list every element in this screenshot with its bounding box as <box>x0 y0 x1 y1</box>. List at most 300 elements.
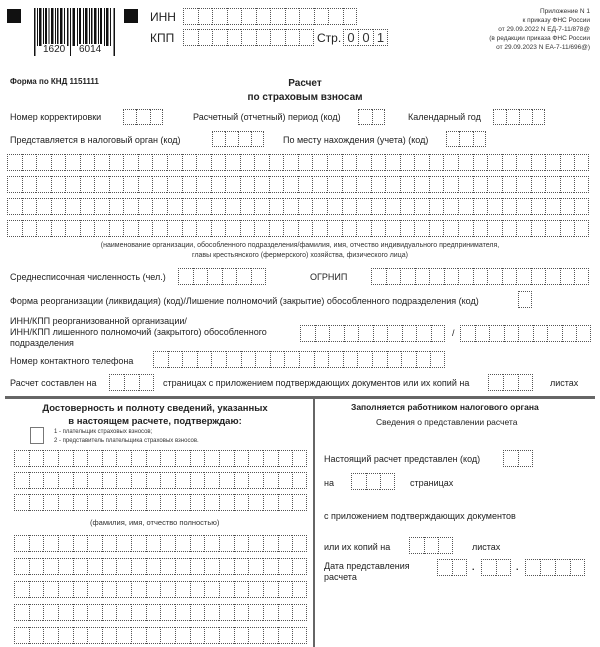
sheets-cell[interactable] <box>488 374 503 391</box>
org-name-row-3-cell[interactable] <box>22 198 37 215</box>
org-name-row-2-cell[interactable] <box>342 176 357 193</box>
org-name-row-1-cell[interactable] <box>487 154 502 171</box>
org-name-row-3-cell[interactable] <box>574 198 589 215</box>
phone-field-cell[interactable] <box>416 351 431 368</box>
fio-row-3-cell[interactable] <box>146 494 161 511</box>
org-name-row-1-cell[interactable] <box>458 154 473 171</box>
headcount-cell[interactable] <box>193 268 208 285</box>
tax-authority-cell[interactable] <box>238 131 251 147</box>
fio-row-1-cell[interactable] <box>219 450 234 467</box>
officer-sheets-cell[interactable] <box>424 537 439 554</box>
org-name-row-4-cell[interactable] <box>196 220 211 237</box>
phone-field-cell[interactable] <box>168 351 183 368</box>
fio-row-3-cell[interactable] <box>278 494 293 511</box>
org-name-row-2-cell[interactable] <box>371 176 386 193</box>
org-name-row-4-cell[interactable] <box>400 220 415 237</box>
fio-row-3-cell[interactable] <box>87 494 102 511</box>
org-name-row-1-cell[interactable] <box>22 154 37 171</box>
inn-cell[interactable] <box>270 8 285 25</box>
representative-row-2-cell[interactable] <box>29 558 44 575</box>
fio-row-1-cell[interactable] <box>73 450 88 467</box>
submitted-code-cell[interactable] <box>503 450 518 467</box>
representative-row-3-cell[interactable] <box>248 581 263 598</box>
date-year-cell[interactable] <box>525 559 540 576</box>
org-name-row-1-cell[interactable] <box>254 154 269 171</box>
org-name-row-1-cell[interactable] <box>545 154 560 171</box>
date-month-cell[interactable] <box>496 559 511 576</box>
org-name-row-1-cell[interactable] <box>473 154 488 171</box>
headcount-cell[interactable] <box>236 268 251 285</box>
org-name-row-3-cell[interactable] <box>531 198 546 215</box>
org-name-row-2-cell[interactable] <box>560 176 575 193</box>
inn-cell[interactable] <box>241 8 256 25</box>
reorg-inn-field-cell[interactable] <box>431 325 446 342</box>
representative-row-3-cell[interactable] <box>116 581 131 598</box>
representative-row-3-cell[interactable] <box>190 581 205 598</box>
org-name-row-3-cell[interactable] <box>167 198 182 215</box>
representative-row-5-cell[interactable] <box>204 627 219 644</box>
org-name-row-2-cell[interactable] <box>7 176 22 193</box>
org-name-row-4-cell[interactable] <box>487 220 502 237</box>
org-name-row-2-cell[interactable] <box>80 176 95 193</box>
headcount-field[interactable] <box>178 268 266 285</box>
org-name-row-4-cell[interactable] <box>94 220 109 237</box>
representative-row-2[interactable] <box>14 558 307 575</box>
kpp-cell[interactable] <box>241 29 256 46</box>
ogrnip-field-cell[interactable] <box>400 268 415 285</box>
period-cell[interactable] <box>358 109 372 125</box>
representative-row-5-cell[interactable] <box>160 627 175 644</box>
org-name-row-1-cell[interactable] <box>429 154 444 171</box>
representative-row-3-cell[interactable] <box>14 581 29 598</box>
reorg-kpp-field-cell[interactable] <box>562 325 577 342</box>
date-year-cell[interactable] <box>555 559 570 576</box>
org-name-row-2-cell[interactable] <box>51 176 66 193</box>
pages-field[interactable] <box>109 374 154 391</box>
fio-row-1-cell[interactable] <box>87 450 102 467</box>
org-name-row-3-cell[interactable] <box>283 198 298 215</box>
phone-field-cell[interactable] <box>197 351 212 368</box>
representative-row-2-cell[interactable] <box>131 558 146 575</box>
fio-row-2-cell[interactable] <box>175 472 190 489</box>
org-name-row-2-cell[interactable] <box>312 176 327 193</box>
org-name-row-1-cell[interactable] <box>342 154 357 171</box>
org-name-row-2-cell[interactable] <box>182 176 197 193</box>
org-name-row-1-cell[interactable] <box>80 154 95 171</box>
phone-field-cell[interactable] <box>182 351 197 368</box>
fio-row-1-cell[interactable] <box>116 450 131 467</box>
representative-row-4-cell[interactable] <box>116 604 131 621</box>
org-name-row-1-cell[interactable] <box>123 154 138 171</box>
representative-row-1-cell[interactable] <box>219 535 234 552</box>
representative-row-5-cell[interactable] <box>116 627 131 644</box>
reorg-kpp-field-cell[interactable] <box>460 325 475 342</box>
ogrnip-field-cell[interactable] <box>516 268 531 285</box>
ogrnip-field[interactable] <box>371 268 589 285</box>
org-name-row-3-cell[interactable] <box>36 198 51 215</box>
representative-row-4-cell[interactable] <box>190 604 205 621</box>
confirm-role-field[interactable] <box>30 427 44 444</box>
org-name-row-1-cell[interactable] <box>414 154 429 171</box>
org-name-row-2-cell[interactable] <box>211 176 226 193</box>
sheets-cell[interactable] <box>518 374 533 391</box>
representative-row-2-cell[interactable] <box>87 558 102 575</box>
org-name-row-3-cell[interactable] <box>414 198 429 215</box>
kpp-cell[interactable] <box>198 29 213 46</box>
representative-row-3-cell[interactable] <box>131 581 146 598</box>
org-name-row-1-cell[interactable] <box>298 154 313 171</box>
org-name-row-3[interactable] <box>7 198 589 215</box>
fio-row-1-cell[interactable] <box>58 450 73 467</box>
ogrnip-field-cell[interactable] <box>574 268 589 285</box>
reorg-kpp-field[interactable] <box>460 325 591 342</box>
inn-cell[interactable] <box>183 8 198 25</box>
representative-row-4-cell[interactable] <box>248 604 263 621</box>
phone-field-cell[interactable] <box>284 351 299 368</box>
ogrnip-field-cell[interactable] <box>531 268 546 285</box>
fio-row-2-cell[interactable] <box>58 472 73 489</box>
representative-row-4[interactable] <box>14 604 307 621</box>
fio-row-3-cell[interactable] <box>175 494 190 511</box>
org-name-row-3-cell[interactable] <box>458 198 473 215</box>
fio-row-2-cell[interactable] <box>204 472 219 489</box>
org-name-row-4-cell[interactable] <box>429 220 444 237</box>
fio-row-1-cell[interactable] <box>14 450 29 467</box>
ogrnip-field-cell[interactable] <box>429 268 444 285</box>
date-month-cell[interactable] <box>481 559 496 576</box>
representative-row-1-cell[interactable] <box>160 535 175 552</box>
ogrnip-field-cell[interactable] <box>473 268 488 285</box>
fio-row-2-cell[interactable] <box>102 472 117 489</box>
representative-row-5-cell[interactable] <box>73 627 88 644</box>
fio-row-3[interactable] <box>14 494 307 511</box>
org-name-row-4-cell[interactable] <box>545 220 560 237</box>
representative-row-2-cell[interactable] <box>219 558 234 575</box>
submitted-code-cell[interactable] <box>518 450 533 467</box>
org-name-row-1-cell[interactable] <box>7 154 22 171</box>
org-name-row-2-cell[interactable] <box>473 176 488 193</box>
representative-row-4-cell[interactable] <box>175 604 190 621</box>
inn-cell[interactable] <box>227 8 242 25</box>
fio-row-3-cell[interactable] <box>263 494 278 511</box>
kpp-cell[interactable] <box>299 29 314 46</box>
org-name-row-1-cell[interactable] <box>327 154 342 171</box>
representative-row-5-cell[interactable] <box>87 627 102 644</box>
representative-row-1-cell[interactable] <box>29 535 44 552</box>
location-cell[interactable] <box>459 131 472 147</box>
correction-number-field[interactable] <box>123 109 163 125</box>
location-cell[interactable] <box>473 131 486 147</box>
inn-cell[interactable] <box>299 8 314 25</box>
org-name-row-2-cell[interactable] <box>225 176 240 193</box>
org-name-row-1-cell[interactable] <box>574 154 589 171</box>
representative-row-3-cell[interactable] <box>219 581 234 598</box>
phone-field-cell[interactable] <box>255 351 270 368</box>
representative-row-1-cell[interactable] <box>131 535 146 552</box>
representative-row-5-cell[interactable] <box>14 627 29 644</box>
org-name-row-1-cell[interactable] <box>502 154 517 171</box>
fio-row-3-cell[interactable] <box>102 494 117 511</box>
representative-row-4-cell[interactable] <box>102 604 117 621</box>
representative-row-1-cell[interactable] <box>73 535 88 552</box>
date-year-cell[interactable] <box>540 559 555 576</box>
org-name-row-1-cell[interactable] <box>240 154 255 171</box>
representative-row-5-cell[interactable] <box>43 627 58 644</box>
org-name-row-2-cell[interactable] <box>22 176 37 193</box>
org-name-row-2-cell[interactable] <box>123 176 138 193</box>
representative-row-1-cell[interactable] <box>146 535 161 552</box>
phone-field-cell[interactable] <box>314 351 329 368</box>
representative-row-1-cell[interactable] <box>248 535 263 552</box>
org-name-row-3-cell[interactable] <box>560 198 575 215</box>
org-name-row-2-cell[interactable] <box>545 176 560 193</box>
reorg-inn-field-cell[interactable] <box>329 325 344 342</box>
inn-cell[interactable] <box>285 8 300 25</box>
representative-row-3-cell[interactable] <box>73 581 88 598</box>
org-name-row-3-cell[interactable] <box>254 198 269 215</box>
sheets-field[interactable] <box>488 374 533 391</box>
fio-row-2-cell[interactable] <box>160 472 175 489</box>
org-name-row-2[interactable] <box>7 176 589 193</box>
org-name-row-2-cell[interactable] <box>414 176 429 193</box>
representative-row-3-cell[interactable] <box>146 581 161 598</box>
representative-row-2-cell[interactable] <box>263 558 278 575</box>
org-name-row-4-cell[interactable] <box>80 220 95 237</box>
fio-row-1-cell[interactable] <box>278 450 293 467</box>
representative-row-4-cell[interactable] <box>146 604 161 621</box>
representative-row-5-cell[interactable] <box>102 627 117 644</box>
officer-pages-cell[interactable] <box>380 473 395 490</box>
org-name-row-3-cell[interactable] <box>443 198 458 215</box>
org-name-row-2-cell[interactable] <box>487 176 502 193</box>
representative-row-3-cell[interactable] <box>43 581 58 598</box>
org-name-row-2-cell[interactable] <box>240 176 255 193</box>
org-name-row-2-cell[interactable] <box>356 176 371 193</box>
phone-field-cell[interactable] <box>357 351 372 368</box>
representative-row-4-cell[interactable] <box>234 604 249 621</box>
representative-row-3-cell[interactable] <box>292 581 307 598</box>
page-digit-cell[interactable]: 1 <box>373 29 388 46</box>
org-name-row-3-cell[interactable] <box>240 198 255 215</box>
representative-row-5-cell[interactable] <box>146 627 161 644</box>
fio-row-3-cell[interactable] <box>234 494 249 511</box>
fio-row-2-cell[interactable] <box>263 472 278 489</box>
org-name-row-4-cell[interactable] <box>138 220 153 237</box>
tax-authority-cell[interactable] <box>225 131 238 147</box>
kpp-cell[interactable] <box>270 29 285 46</box>
org-name-row-4-cell[interactable] <box>531 220 546 237</box>
org-name-row-2-cell[interactable] <box>502 176 517 193</box>
representative-row-5-cell[interactable] <box>234 627 249 644</box>
fio-row-2-cell[interactable] <box>87 472 102 489</box>
date-month-field[interactable] <box>481 559 511 576</box>
ogrnip-field-cell[interactable] <box>502 268 517 285</box>
fio-row-2-cell[interactable] <box>248 472 263 489</box>
fio-row-2-cell[interactable] <box>14 472 29 489</box>
org-name-row-4-cell[interactable] <box>516 220 531 237</box>
org-name-row-4-cell[interactable] <box>342 220 357 237</box>
org-name-row-1-cell[interactable] <box>109 154 124 171</box>
org-name-row-1-cell[interactable] <box>560 154 575 171</box>
org-name-row-4-cell[interactable] <box>385 220 400 237</box>
representative-row-3-cell[interactable] <box>278 581 293 598</box>
org-name-row-4-cell[interactable] <box>574 220 589 237</box>
representative-row-2-cell[interactable] <box>292 558 307 575</box>
representative-row-2-cell[interactable] <box>102 558 117 575</box>
org-name-row-1-cell[interactable] <box>182 154 197 171</box>
fio-row-1-cell[interactable] <box>292 450 307 467</box>
phone-field-cell[interactable] <box>153 351 168 368</box>
representative-row-4-cell[interactable] <box>278 604 293 621</box>
phone-field-cell[interactable] <box>401 351 416 368</box>
fio-row-1-cell[interactable] <box>204 450 219 467</box>
org-name-row-4-cell[interactable] <box>211 220 226 237</box>
org-name-row-2-cell[interactable] <box>443 176 458 193</box>
org-name-row-3-cell[interactable] <box>385 198 400 215</box>
fio-row-3-cell[interactable] <box>14 494 29 511</box>
representative-row-4-cell[interactable] <box>204 604 219 621</box>
representative-row-1-cell[interactable] <box>116 535 131 552</box>
org-name-row-4-cell[interactable] <box>443 220 458 237</box>
representative-row-1-cell[interactable] <box>204 535 219 552</box>
date-day-cell[interactable] <box>452 559 467 576</box>
reorg-inn-field-cell[interactable] <box>402 325 417 342</box>
officer-sheets-field[interactable] <box>409 537 453 554</box>
kpp-cell[interactable] <box>227 29 242 46</box>
tax-authority-field[interactable] <box>212 131 264 147</box>
fio-row-3-cell[interactable] <box>73 494 88 511</box>
officer-sheets-cell[interactable] <box>438 537 453 554</box>
org-name-row-3-cell[interactable] <box>356 198 371 215</box>
period-field[interactable] <box>358 109 385 125</box>
org-name-row-1-cell[interactable] <box>196 154 211 171</box>
representative-row-4-cell[interactable] <box>87 604 102 621</box>
period-cell[interactable] <box>372 109 386 125</box>
org-name-row-1-cell[interactable] <box>94 154 109 171</box>
org-name-row-4-cell[interactable] <box>7 220 22 237</box>
org-name-row-4-cell[interactable] <box>312 220 327 237</box>
org-name-row-1-cell[interactable] <box>531 154 546 171</box>
ogrnip-field-cell[interactable] <box>458 268 473 285</box>
reorg-inn-field-cell[interactable] <box>344 325 359 342</box>
representative-row-5[interactable] <box>14 627 307 644</box>
fio-row-2-cell[interactable] <box>292 472 307 489</box>
org-name-row-4[interactable] <box>7 220 589 237</box>
year-cell[interactable] <box>532 109 545 125</box>
org-name-row-3-cell[interactable] <box>545 198 560 215</box>
ogrnip-field-cell[interactable] <box>415 268 430 285</box>
reorg-inn-field-cell[interactable] <box>373 325 388 342</box>
org-name-row-4-cell[interactable] <box>167 220 182 237</box>
org-name-row-4-cell[interactable] <box>414 220 429 237</box>
fio-row-1-cell[interactable] <box>102 450 117 467</box>
inn-cell[interactable] <box>343 8 358 25</box>
reorg-kpp-field-cell[interactable] <box>547 325 562 342</box>
org-name-row-4-cell[interactable] <box>182 220 197 237</box>
org-name-row-1-cell[interactable] <box>312 154 327 171</box>
org-name-row-3-cell[interactable] <box>7 198 22 215</box>
date-year-field[interactable] <box>525 559 585 576</box>
representative-row-3-cell[interactable] <box>234 581 249 598</box>
org-name-row-2-cell[interactable] <box>429 176 444 193</box>
org-name-row-3-cell[interactable] <box>502 198 517 215</box>
representative-row-2-cell[interactable] <box>278 558 293 575</box>
fio-row-2[interactable] <box>14 472 307 489</box>
inn-cell[interactable] <box>328 8 343 25</box>
org-name-row-2-cell[interactable] <box>65 176 80 193</box>
org-name-row-2-cell[interactable] <box>516 176 531 193</box>
fio-row-1-cell[interactable] <box>263 450 278 467</box>
ogrnip-field-cell[interactable] <box>444 268 459 285</box>
representative-row-4-cell[interactable] <box>43 604 58 621</box>
inn-cell[interactable] <box>314 8 329 25</box>
representative-row-2-cell[interactable] <box>204 558 219 575</box>
fio-row-2-cell[interactable] <box>43 472 58 489</box>
reorg-inn-field-cell[interactable] <box>387 325 402 342</box>
representative-row-5-cell[interactable] <box>58 627 73 644</box>
reorg-kpp-field-cell[interactable] <box>504 325 519 342</box>
representative-row-2-cell[interactable] <box>116 558 131 575</box>
org-name-row-4-cell[interactable] <box>269 220 284 237</box>
org-name-row-1-cell[interactable] <box>443 154 458 171</box>
org-name-row-3-cell[interactable] <box>400 198 415 215</box>
headcount-cell[interactable] <box>222 268 237 285</box>
year-cell[interactable] <box>519 109 532 125</box>
representative-row-5-cell[interactable] <box>278 627 293 644</box>
ogrnip-field-cell[interactable] <box>386 268 401 285</box>
year-cell[interactable] <box>493 109 506 125</box>
org-name-row-4-cell[interactable] <box>109 220 124 237</box>
date-year-cell[interactable] <box>570 559 585 576</box>
org-name-row-3-cell[interactable] <box>152 198 167 215</box>
org-name-row-1-cell[interactable] <box>356 154 371 171</box>
org-name-row-4-cell[interactable] <box>458 220 473 237</box>
org-name-row-4-cell[interactable] <box>298 220 313 237</box>
org-name-row-1-cell[interactable] <box>152 154 167 171</box>
representative-row-4-cell[interactable] <box>29 604 44 621</box>
org-name-row-2-cell[interactable] <box>138 176 153 193</box>
reorg-inn-field-cell[interactable] <box>315 325 330 342</box>
org-name-row-4-cell[interactable] <box>51 220 66 237</box>
org-name-row-3-cell[interactable] <box>473 198 488 215</box>
org-name-row-3-cell[interactable] <box>123 198 138 215</box>
location-field[interactable] <box>446 131 486 147</box>
representative-row-4-cell[interactable] <box>219 604 234 621</box>
reorg-inn-field-cell[interactable] <box>358 325 373 342</box>
representative-row-2-cell[interactable] <box>73 558 88 575</box>
reorg-kpp-field-cell[interactable] <box>475 325 490 342</box>
representative-row-1-cell[interactable] <box>234 535 249 552</box>
pages-cell[interactable] <box>139 374 154 391</box>
org-name-row-2-cell[interactable] <box>254 176 269 193</box>
headcount-cell[interactable] <box>251 268 266 285</box>
phone-field-cell[interactable] <box>430 351 445 368</box>
org-name-row-3-cell[interactable] <box>327 198 342 215</box>
confirm-role-cell[interactable] <box>30 427 44 444</box>
representative-row-1-cell[interactable] <box>58 535 73 552</box>
phone-field-cell[interactable] <box>372 351 387 368</box>
representative-row-5-cell[interactable] <box>263 627 278 644</box>
representative-row-5-cell[interactable] <box>175 627 190 644</box>
representative-row-3-cell[interactable] <box>87 581 102 598</box>
org-name-row-3-cell[interactable] <box>516 198 531 215</box>
org-name-row-3-cell[interactable] <box>196 198 211 215</box>
org-name-row-3-cell[interactable] <box>80 198 95 215</box>
year-cell[interactable] <box>506 109 519 125</box>
pages-cell[interactable] <box>124 374 139 391</box>
org-name-row-3-cell[interactable] <box>487 198 502 215</box>
page-number-field[interactable] <box>343 29 388 46</box>
